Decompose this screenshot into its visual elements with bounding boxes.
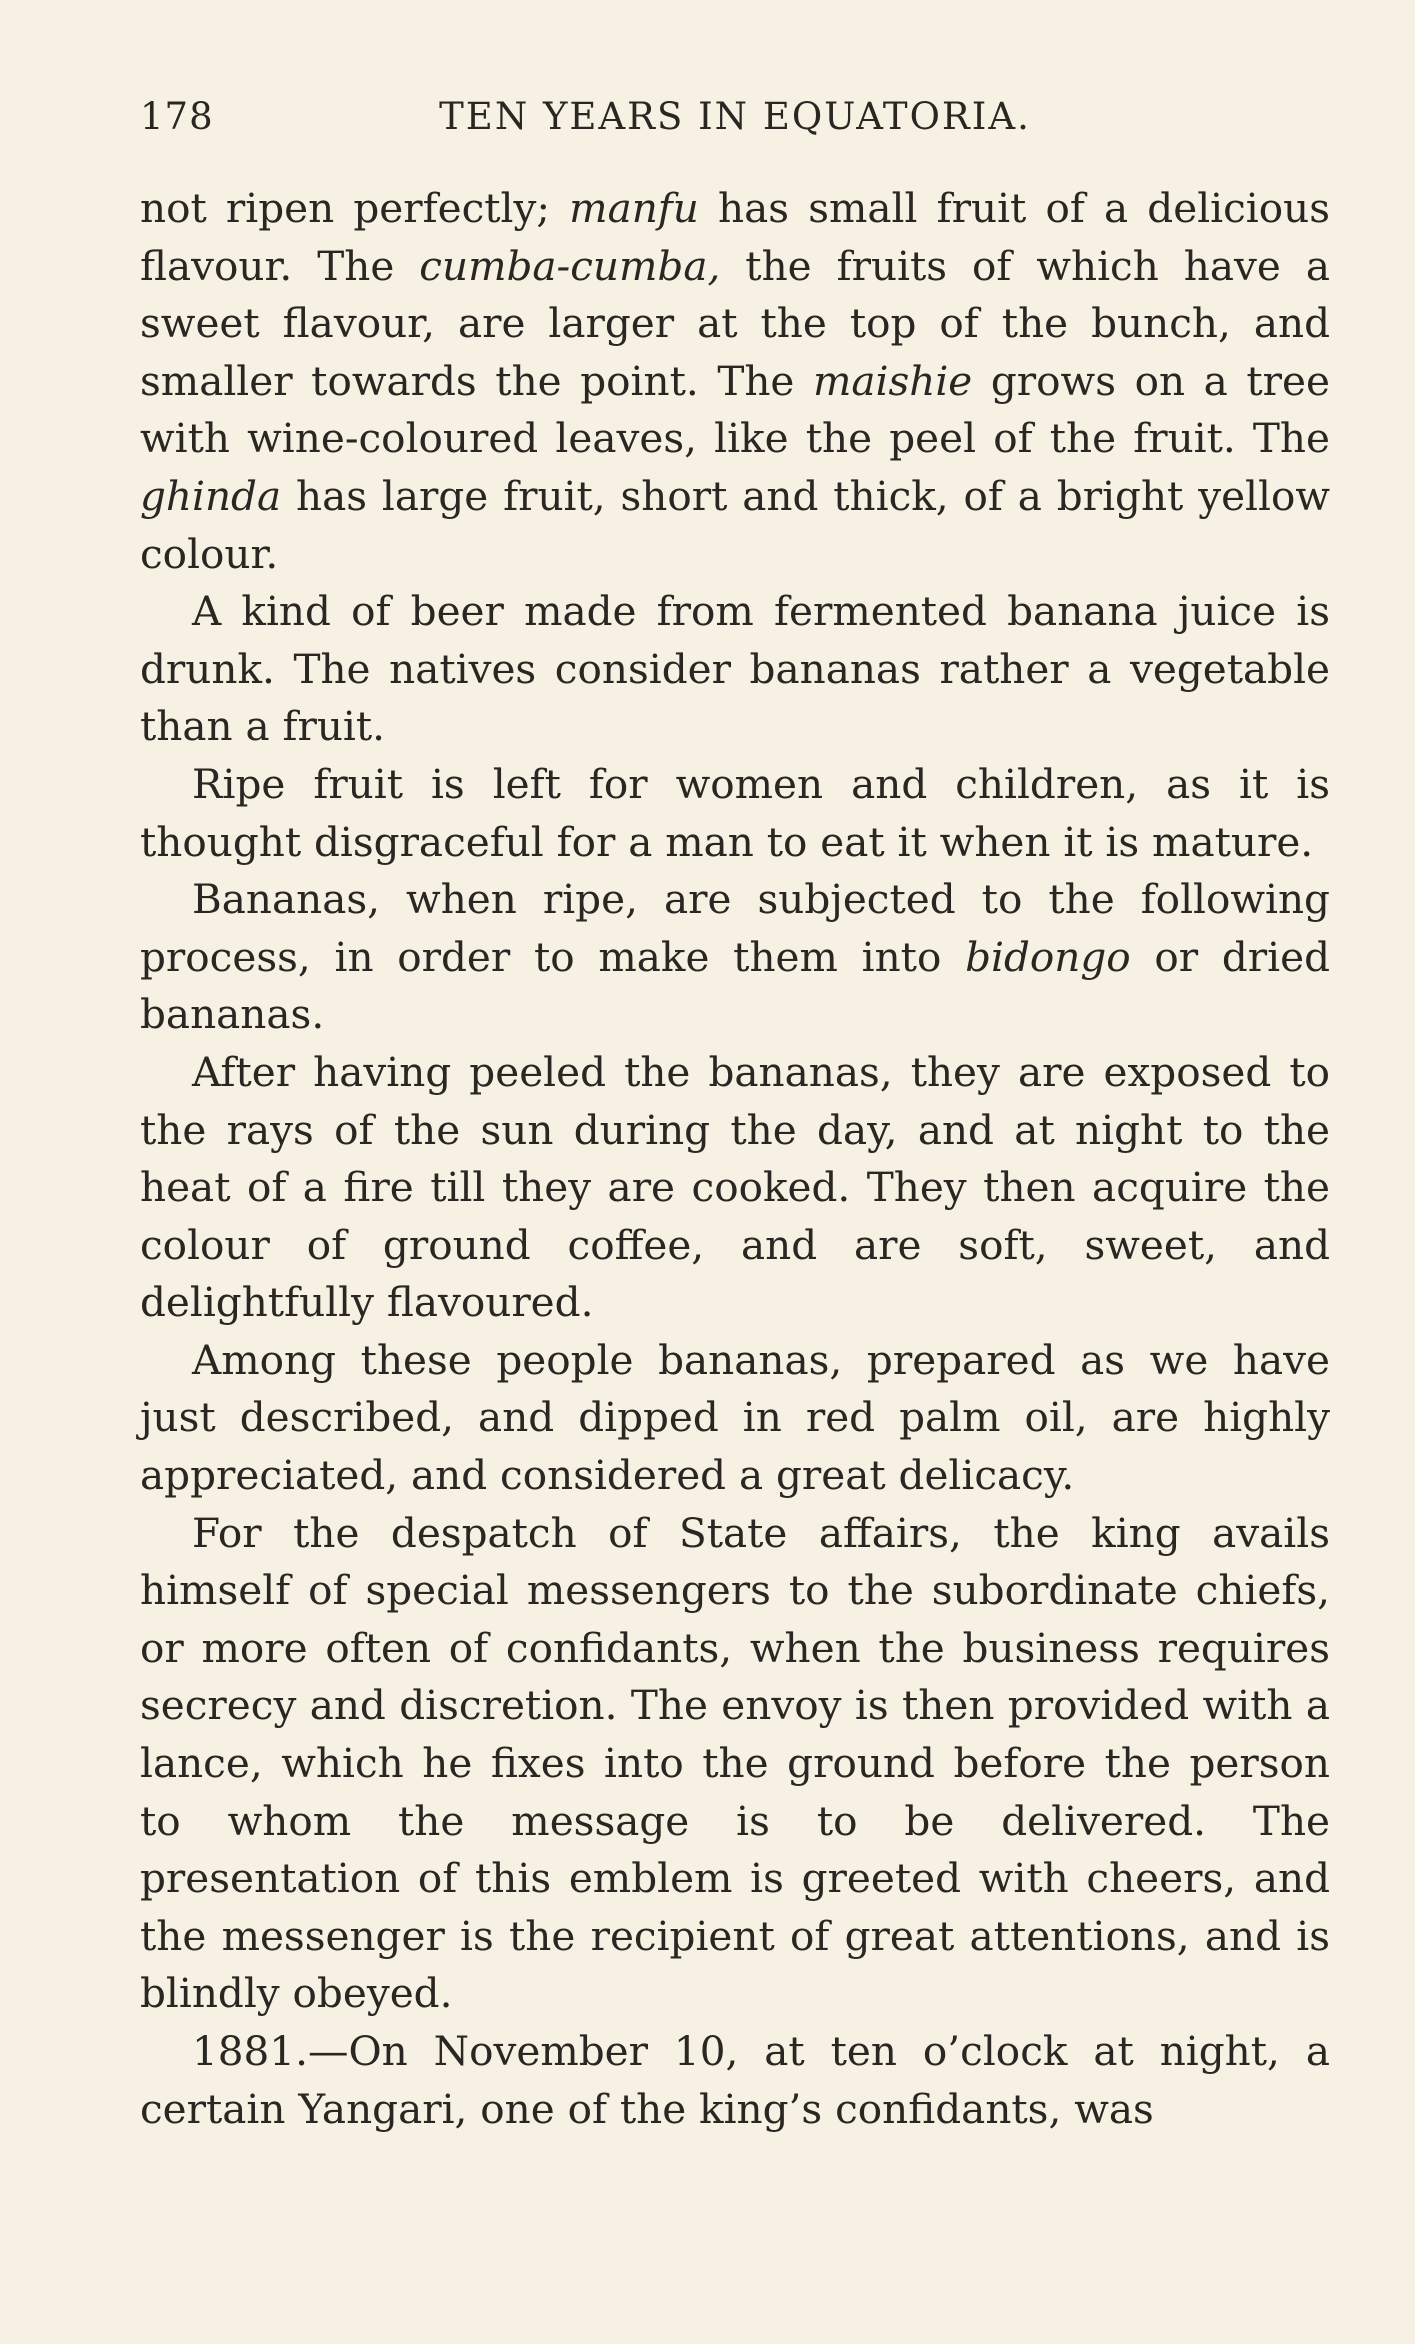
paragraph-banana-beer: A kind of beer made from fermented banana juice is drunk. The natives consider bananas rather a vegetable than a fruit. [140,587,1330,751]
paragraph-bidongo [140,871,1330,1044]
italic-term: bidongo [965,932,1131,981]
paragraph-state-affairs: For the despatch of State affairs, the king avails himself of special messengers to the subordinate chiefs, or more often of confidants, when the business requires secrecy and discretion. The envoy is then provided with a lance, which he fixes into the ground before the person to whom the message is to be delivered. The presentation of this emblem is greeted with cheers, and the messenger is the recipient of great attentions, and is blindly obeyed. [140,1508,1330,2018]
italic-term: ghinda [140,471,282,520]
text-run: the fruits of which have a sweet flavour, are larger at the top of the bunch, and smaller towards the point. The [140,241,1330,405]
page-number: 178 [140,95,214,138]
paragraph-ripe-fruit: Ripe fruit is left for women and children, as it is thought disgraceful for a man to eat it when it is mature. [140,759,1330,866]
text-run: grows on a tree with wine-coloured leaves, like the peel of the fruit. The [140,356,1330,463]
italic-term: cumba-cumba, [419,241,721,290]
text-run: Bananas, when ripe, are subjected to the following process, in order to make them into [140,875,1330,981]
text-run: or dried bananas. [140,932,1330,1039]
text-run: not ripen perfectly; [140,184,570,232]
body-text [140,180,1330,2138]
italic-term: manfu [569,184,699,232]
page-header [140,95,1330,145]
italic-term: maishie [812,356,973,405]
paragraph-banana-varieties [140,180,1330,583]
paragraph-drying-process: After having peeled the bananas, they are exposed to the rays of the sun during the day, and at night to the heat of a fire till they are cooked. They then acquire the colour of ground coffee, and are soft, sweet, and delightfully flavoured. [140,1047,1330,1327]
text-run: has small fruit of a delicious flavour. The [140,184,1330,290]
text-run: has large fruit, short and thick, of a bright yellow colour. [140,471,1330,578]
running-title: TEN YEARS IN EQUATORIA. [439,95,1031,138]
paragraph-1881-entry: 1881.—On November 10, at ten o’clock at night, a certain Yangari, one of the king’s confidants, was [140,2027,1330,2133]
paragraph-delicacy: Among these people bananas, prepared as we have just described, and dipped in red palm oil, are highly appreciated, and considered a great delicacy. [140,1335,1330,1500]
